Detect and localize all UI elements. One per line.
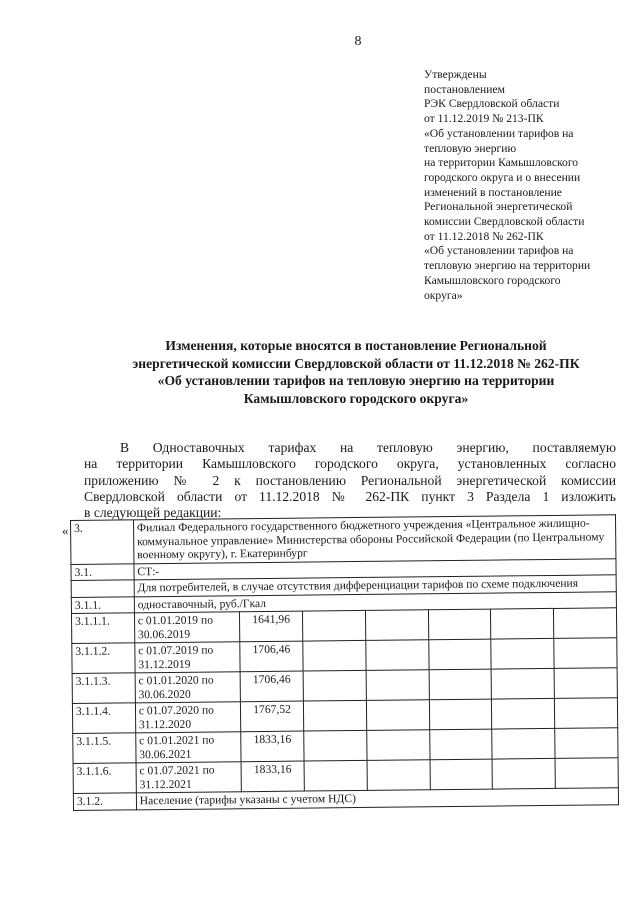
empty-cell [430, 759, 493, 790]
approval-line: тепловую энергию [424, 141, 517, 155]
row-number: 3.1.1.4. [72, 703, 135, 734]
empty-cell [366, 700, 429, 731]
tariff-value: 1706,46 [240, 671, 303, 702]
empty-cell [303, 640, 366, 671]
tariff-period: с 01.01.2020 по 30.06.2020 [135, 672, 241, 703]
heading-line: энергетической комиссии Свердловской области от 11.12.2018 № 262-ПК [132, 355, 580, 371]
empty-cell [554, 668, 617, 699]
approval-line: Камышловского городского [424, 273, 561, 287]
approval-line: тепловую энергию на территории [424, 259, 591, 273]
heading-line: Камышловского городского округа» [243, 390, 469, 406]
empty-cell [492, 758, 555, 789]
approval-line: изменений в постановление [424, 185, 562, 199]
approval-line: постановлением [424, 82, 505, 96]
organization-name: Филиал Федерального государственного бюджетного учреждения «Центральное жилищно-коммунальное управление» Министерства обороны Российской Федерации (по Центральному военному округу), г. Екатеринбург [133, 515, 616, 564]
empty-cell [366, 640, 429, 671]
body-line: в следующей редакции: [84, 505, 222, 521]
tariff-period: с 01.07.2019 по 31.12.2019 [135, 642, 241, 673]
approval-line: комиссии Свердловской области [424, 215, 585, 229]
body-paragraph [84, 440, 616, 521]
tariff-value: 1641,96 [240, 611, 303, 642]
approval-line: «Об установлении тарифов на [424, 126, 574, 140]
empty-cell [554, 638, 617, 669]
empty-cell [555, 698, 618, 729]
empty-cell [491, 638, 554, 669]
row-text: СТ:- [134, 558, 616, 580]
row-number: 3.1.2. [73, 793, 136, 810]
empty-cell [554, 608, 617, 639]
tariff-period: с 01.01.2019 по 30.06.2019 [134, 612, 240, 643]
body-line: Свердловской области от 11.12.2018 № 262-ПК пункт 3 Раздела 1 изложить [84, 488, 616, 504]
page-number: 8 [354, 34, 362, 49]
row-number: 3.1.1.1. [71, 613, 134, 644]
row-number [71, 580, 134, 597]
row-text: одноставочный, руб./Гкал [134, 591, 616, 613]
row-number: 3.1.1. [71, 596, 134, 613]
approval-line: городского округа и о внесении [424, 170, 581, 184]
row-number: 3.1.1.5. [73, 733, 136, 764]
empty-cell [429, 729, 492, 760]
empty-cell [491, 608, 554, 639]
empty-cell [491, 668, 554, 699]
empty-cell [428, 609, 491, 640]
tariff-value: 1833,16 [241, 731, 304, 762]
tariff-value: 1767,52 [241, 701, 304, 732]
empty-cell [304, 730, 367, 761]
empty-cell [303, 700, 366, 731]
tariff-value: 1706,46 [240, 641, 303, 672]
approval-line: Региональной энергетической [424, 200, 573, 214]
empty-cell [428, 639, 491, 670]
approval-line: на территории Камышловского [424, 156, 579, 170]
row-number: 3.1.1.6. [73, 763, 136, 794]
empty-cell [303, 670, 366, 701]
approval-line: «Об установлении тарифов на [424, 244, 574, 258]
empty-cell [492, 728, 555, 759]
empty-cell [304, 760, 367, 791]
empty-cell [302, 610, 365, 641]
body-line: приложению № 2 к постановлению Региональной энергетической комиссии [84, 472, 616, 488]
tariff-value: 1833,16 [241, 761, 304, 792]
row-text: Население (тарифы указаны с учетом НДС) [136, 788, 618, 810]
approval-line: от 11.12.2019 № 213-ПК [424, 112, 544, 126]
tariff-period: с 01.07.2020 по 31.12.2020 [135, 702, 241, 733]
empty-cell [366, 730, 429, 761]
empty-cell [429, 699, 492, 730]
empty-cell [429, 669, 492, 700]
quote-mark: « [62, 523, 69, 538]
tariff-table [70, 514, 619, 810]
empty-cell [492, 698, 555, 729]
approval-line: Утверждены [424, 68, 487, 81]
approval-line: РЭК Свердловской области [424, 97, 560, 111]
table-row [71, 515, 616, 564]
approval-line: округа» [424, 288, 463, 302]
approval-block [424, 68, 624, 303]
empty-cell [365, 610, 428, 641]
row-number: 3.1.1.2. [72, 643, 135, 674]
empty-cell [366, 670, 429, 701]
empty-cell [555, 758, 618, 789]
approval-line: от 11.12.2018 № 262-ПК [424, 229, 544, 243]
body-line: В Одноставочных тарифах на тепловую энергию, поставляемую [120, 440, 616, 455]
empty-cell [555, 728, 618, 759]
row-number: 3. [71, 520, 134, 564]
row-number: 3.1.1.3. [72, 673, 135, 704]
tariff-period: с 01.01.2021 по 30.06.2021 [136, 732, 242, 763]
heading-line: Изменения, которые вносятся в постановление Региональной [165, 338, 547, 353]
row-number: 3.1. [71, 563, 134, 580]
document-heading [80, 337, 632, 407]
row-text: Для потребителей, в случае отсутствия дифференциации тарифов по схеме подключения [134, 575, 616, 597]
heading-line: «Об установлении тарифов на тепловую энергию на территории [157, 373, 555, 388]
empty-cell [367, 760, 430, 791]
tariff-period: с 01.07.2021 по 31.12.2021 [136, 762, 242, 793]
body-line: на территории Камышловского городского округа, установленных согласно [84, 456, 616, 472]
